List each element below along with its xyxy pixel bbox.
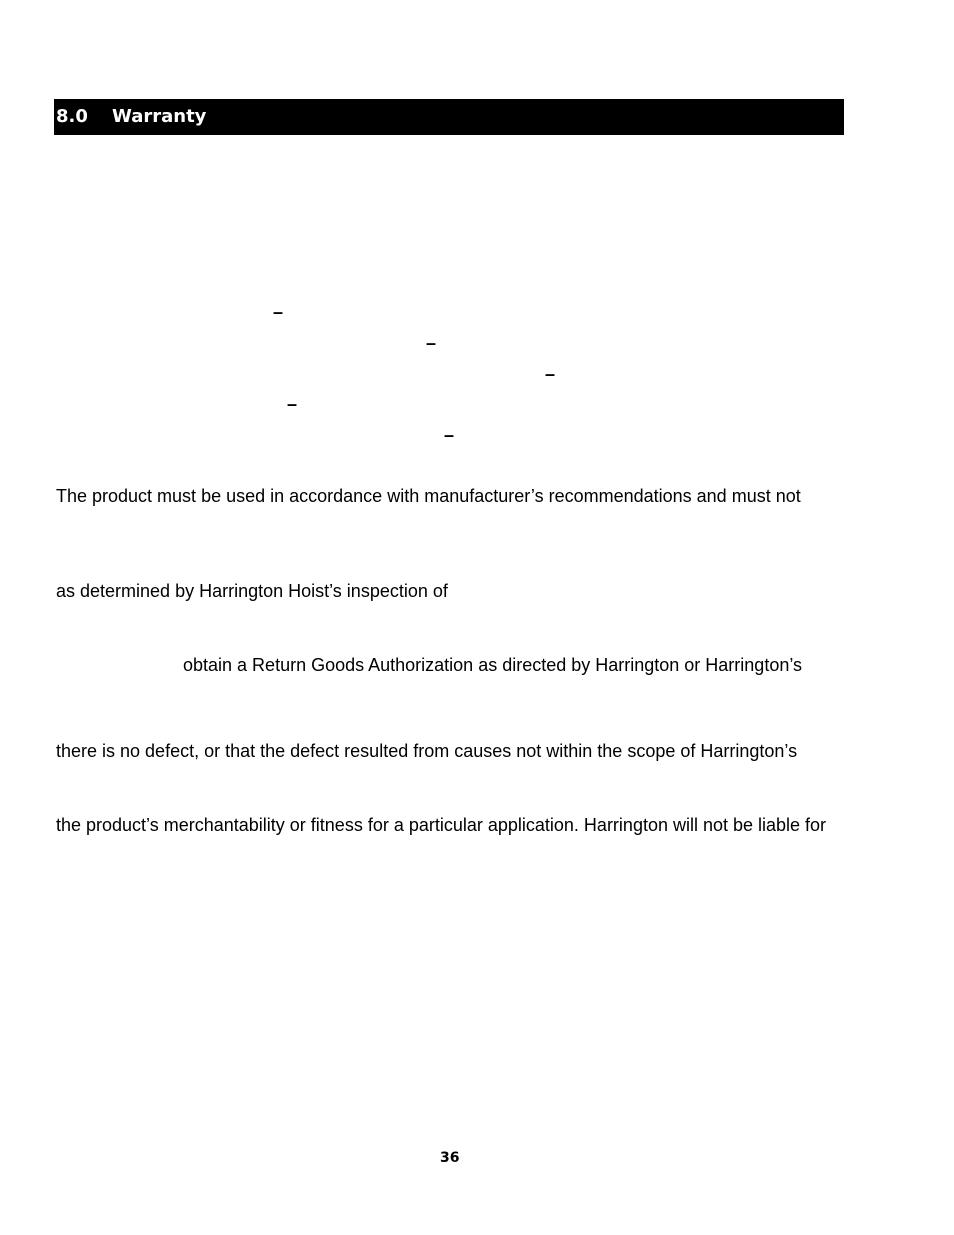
section-number: 8.0 [56, 106, 88, 127]
dash-mark: – [273, 302, 284, 322]
dash-mark: – [426, 333, 437, 353]
body-text-line: as determined by Harrington Hoist’s inspection of [56, 581, 448, 601]
dash-mark: – [444, 425, 455, 445]
body-text-line: The product must be used in accordance with manufacturer’s recommendations and must not [56, 486, 801, 506]
body-text-line: the product’s merchantability or fitness for a particular application. Harrington will not be liable for [56, 815, 827, 835]
body-text-line: obtain a Return Goods Authorization as directed by Harrington or Harrington’s [183, 655, 803, 675]
dash-mark: – [545, 364, 556, 384]
dash-mark: – [287, 394, 298, 414]
section-title: Warranty [112, 106, 207, 127]
section-heading-bar [54, 99, 844, 135]
page-number: 36 [440, 1150, 460, 1166]
body-text-line: there is no defect, or that the defect resulted from causes not within the scope of Harrington’s [56, 741, 798, 761]
